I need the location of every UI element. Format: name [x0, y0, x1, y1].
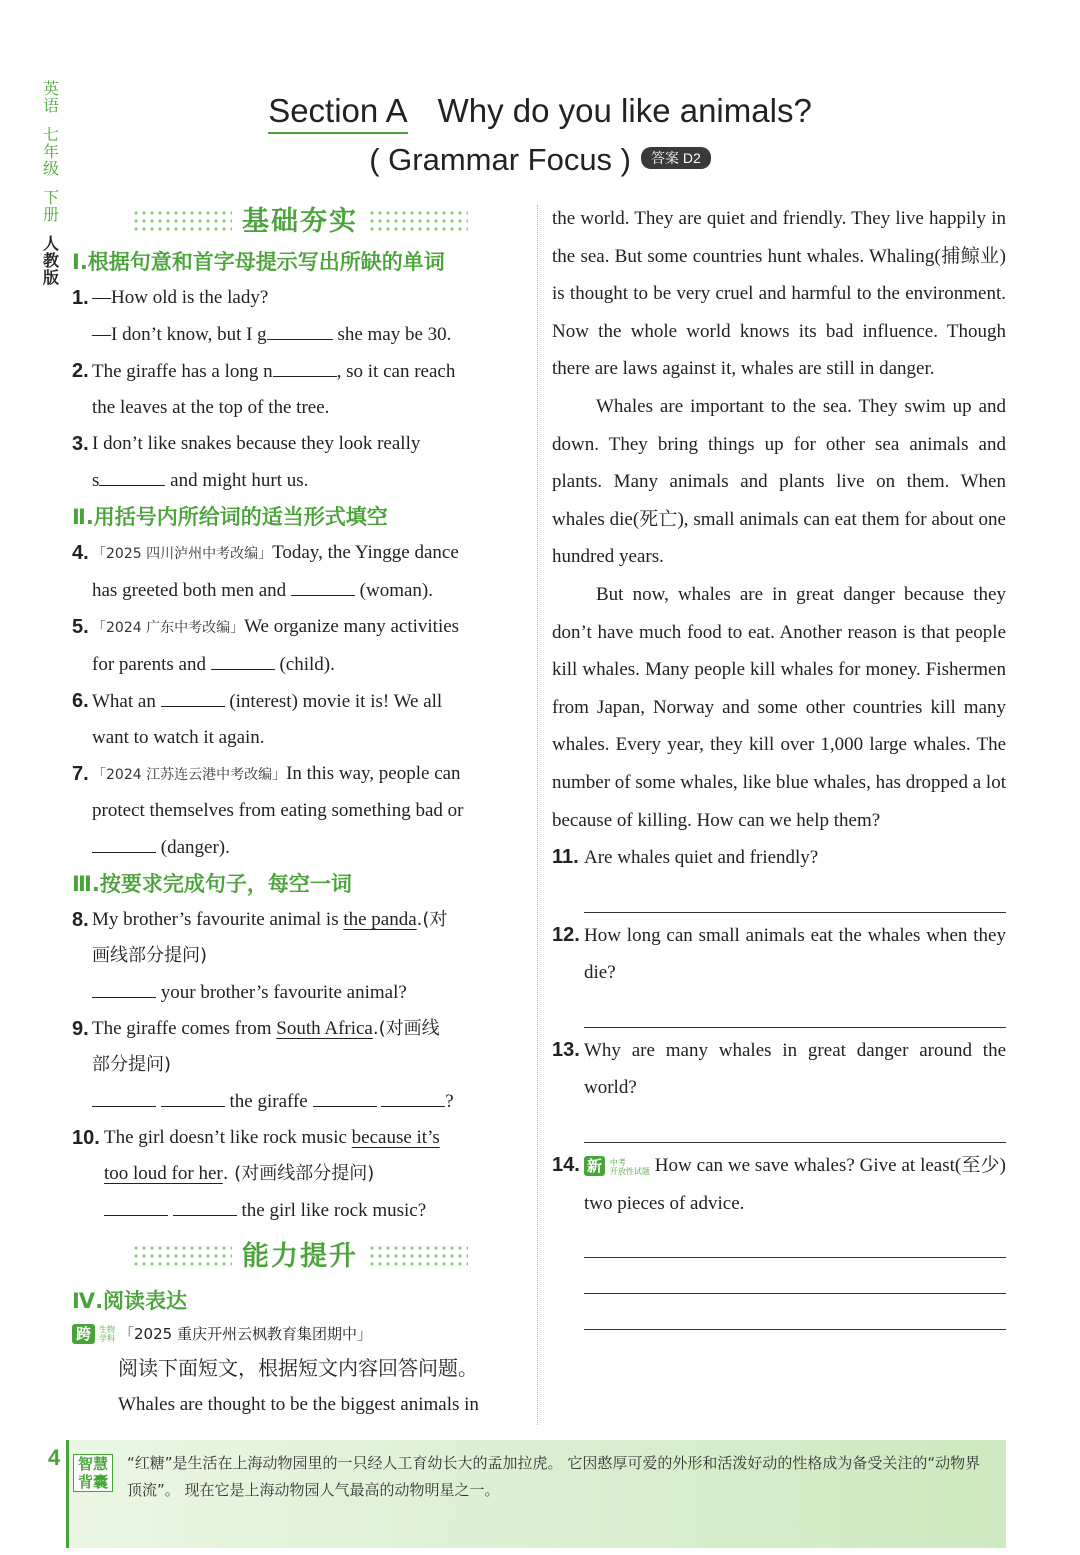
banner-advance-label: 能力提升	[242, 1241, 358, 1272]
question-2	[72, 353, 528, 426]
answer-blank[interactable]	[99, 462, 165, 486]
question-number: 4.	[72, 542, 89, 564]
side-grade: 七年级	[42, 125, 59, 178]
question-11	[552, 839, 1006, 877]
page-title	[0, 92, 1080, 134]
q3-text-b: s	[92, 470, 100, 491]
unit-title: Why do you like animals?	[437, 92, 812, 129]
answer-blank[interactable]	[92, 974, 156, 998]
question-number: 1.	[72, 287, 89, 309]
side-publisher: 人教版	[42, 234, 59, 287]
q9-text-c: 部分提问)	[92, 1054, 172, 1075]
banner-advance	[72, 1235, 528, 1279]
q9-text-e: ?	[445, 1091, 454, 1112]
question-number: 5.	[72, 616, 89, 638]
part2-heading: Ⅱ.用括号内所给词的适当形式填空	[72, 505, 388, 529]
question-number: 9.	[72, 1018, 89, 1040]
section-label: Section A	[268, 92, 407, 134]
question-9	[72, 1011, 528, 1120]
badge-sub-2: 开放性试题	[609, 1166, 650, 1176]
wisdom-tag: 智慧背囊	[73, 1454, 113, 1492]
answer-blank[interactable]	[161, 683, 225, 707]
q1-line1: —How old is the lady?	[92, 287, 269, 308]
q2-text-a: The giraffe has a long n	[92, 361, 273, 382]
answer-badge: 答案 D2	[641, 147, 711, 169]
q4-text-b: has greeted both men and	[92, 580, 287, 601]
q8-text-c: 画线部分提问)	[92, 945, 208, 966]
q7-text-a: In this way, people can	[286, 763, 461, 784]
question-10	[72, 1120, 528, 1229]
q10-text-b: . (对画线部分提问)	[222, 1163, 375, 1184]
banner-basic-label: 基础夯实	[242, 206, 358, 237]
question-number: 2.	[72, 360, 89, 382]
question-number: 6.	[72, 690, 89, 712]
q10-text-a: The girl doesn’t like rock music	[104, 1127, 347, 1148]
q3-text-c: and might hurt us.	[170, 470, 309, 491]
question-number: 14.	[552, 1154, 580, 1177]
q4-text-c: (woman).	[359, 580, 433, 601]
q2-text-b: , so it can reach	[336, 361, 456, 382]
question-number: 12.	[552, 923, 580, 946]
side-volume: 下册	[42, 188, 59, 224]
q2-text-c: the leaves at the top of the tree.	[92, 397, 330, 418]
question-8	[72, 902, 528, 1011]
passage-start: Whales are thought to be the biggest animals in	[118, 1394, 479, 1415]
q3-text-a: I don’t like snakes because they look really	[92, 433, 421, 454]
question-number: 11.	[552, 846, 579, 869]
q1-line2b: she may be 30.	[337, 324, 452, 345]
answer-blank[interactable]	[104, 1192, 168, 1216]
q8-text-d: your brother’s favourite animal?	[160, 982, 407, 1003]
underlined-phrase: too loud for her	[104, 1163, 223, 1184]
reading-source: 「2025 重庆开州云枫教育集团期中」	[119, 1325, 372, 1343]
part3-heading: Ⅲ.按要求完成句子，每空一词	[72, 872, 352, 896]
question-number: 7.	[72, 763, 89, 785]
q4-text-a: Today, the Yingge dance	[272, 542, 459, 563]
question-source: 「2025 四川泸州中考改编」	[92, 546, 273, 562]
answer-blank[interactable]	[267, 316, 333, 340]
answer-blank[interactable]	[313, 1083, 377, 1107]
question-12	[552, 917, 1006, 992]
right-column	[552, 200, 1006, 1330]
new-question-sub	[610, 1158, 650, 1176]
passage-paragraph-3: But now, whales are in great danger because they don’t have much food to eat. Another reason is that people kill whales. Many people kill whales for money. Fishermen from Japan, Norway and some other countries kill many whales. Every year, they kill over 1,000 large whales. The number of some whales, like blue whales, has dropped a lot because of killing. How can we help them?	[552, 583, 1006, 831]
question-14	[552, 1147, 1006, 1222]
dots-decoration	[132, 209, 232, 235]
q5-text-c: (child).	[279, 654, 335, 675]
passage-paragraph-2: Whales are important to the sea. They swim up and down. They bring things up for other sea animals and plants. Many animals and plants live on them. When whales die(死亡), small animals can eat them for about one hundred years.	[552, 395, 1006, 568]
answer-line[interactable]	[584, 1294, 1006, 1330]
left-column	[72, 200, 528, 1423]
q9-text-d: the giraffe	[229, 1091, 308, 1112]
q6-text-b: (interest) movie it is! We all	[229, 691, 443, 712]
q1-line2a: —I don’t know, but I g	[92, 324, 267, 345]
q8-text-a: My brother’s favourite animal is	[92, 909, 339, 930]
cross-subject-badge: 跨	[72, 1324, 95, 1344]
answer-blank[interactable]	[291, 572, 355, 596]
answer-blank[interactable]	[92, 1083, 156, 1107]
cross-sub-1: 生物	[99, 1325, 116, 1334]
q7-text-b: protect themselves from eating something bad or	[92, 800, 464, 821]
q6-text-c: want to watch it again.	[92, 727, 265, 748]
cross-subject-sub	[99, 1325, 115, 1343]
passage-paragraph-1: the world. They are quiet and friendly. They live happily in the sea. But some countries hunt whales. Whaling(捕鲸业) is thought to be very cruel and harmful to the environment. Now the whole world knows its bad influence. Though there are laws against it, whales are still in danger.	[552, 208, 1006, 380]
question-3	[72, 426, 528, 499]
q5-text-b: for parents and	[92, 654, 206, 675]
side-subject: 英语	[42, 79, 59, 115]
question-number: 8.	[72, 909, 89, 931]
underlined-phrase: because it’s	[351, 1127, 440, 1148]
wisdom-footer	[66, 1440, 1006, 1548]
answer-line[interactable]	[584, 1258, 1006, 1294]
reading-source-row	[72, 1319, 528, 1349]
question-13	[552, 1032, 1006, 1107]
question-number: 13.	[552, 1038, 580, 1061]
answer-blank[interactable]	[173, 1192, 237, 1216]
answer-line[interactable]	[584, 1107, 1006, 1143]
answer-line[interactable]	[584, 1222, 1006, 1258]
q12-text: How long can small animals eat the whales when they die?	[584, 924, 1006, 984]
q11-text: Are whales quiet and friendly?	[584, 847, 819, 869]
answer-blank[interactable]	[161, 1083, 225, 1107]
question-6	[72, 683, 528, 756]
question-number: 10.	[72, 1127, 100, 1149]
part1-heading: Ⅰ.根据句意和首字母提示写出所缺的单词	[72, 250, 445, 274]
q14-text: How can we save whales? Give at least(至少) two pieces of advice.	[584, 1155, 1006, 1214]
question-1	[72, 280, 528, 353]
answer-line[interactable]	[584, 877, 1006, 913]
q13-text: Why are many whales in great danger around the world?	[584, 1039, 1006, 1099]
answer-blank[interactable]	[381, 1083, 445, 1107]
underlined-phrase: the panda	[343, 909, 417, 930]
page-number: 4	[48, 1445, 61, 1470]
question-5	[72, 609, 528, 683]
q5-text-a: We organize many activities	[244, 616, 460, 637]
dots-decoration	[368, 209, 468, 235]
cross-sub-2: 学科	[99, 1334, 116, 1343]
page-subtitle	[0, 142, 1080, 178]
q7-text-c: (danger).	[160, 837, 230, 858]
answer-blank[interactable]	[273, 353, 337, 377]
q9-text-b: .(对画线	[372, 1018, 440, 1039]
question-number: 3.	[72, 433, 89, 455]
dots-decoration	[368, 1244, 468, 1270]
answer-blank[interactable]	[92, 829, 156, 853]
wisdom-text: “红糖”是生活在上海动物园里的一只经人工育幼长大的孟加拉虎。 它因憨厚可爱的外形和活泼好动的性格成为备受关注的“动物界顶流”。 现在它是上海动物园人气最高的动物明星之一。	[127, 1454, 981, 1499]
question-4	[72, 535, 528, 609]
answer-line[interactable]	[584, 992, 1006, 1028]
question-7	[72, 756, 528, 866]
question-source: 「2024 江苏连云港中考改编」	[92, 767, 287, 783]
part4-heading: Ⅳ.阅读表达	[72, 1289, 188, 1313]
question-source: 「2024 广东中考改编」	[92, 620, 245, 636]
column-divider	[537, 205, 538, 1425]
q8-text-b: .(对	[416, 909, 448, 930]
banner-basic	[72, 200, 528, 244]
q6-text-a: What an	[92, 691, 156, 712]
subtitle-text: ( Grammar Focus )	[369, 142, 631, 177]
new-question-badge: 新	[584, 1156, 605, 1176]
answer-blank[interactable]	[211, 646, 275, 670]
q10-text-d: the girl like rock music?	[241, 1200, 427, 1221]
reading-instruction: 阅读下面短文，根据短文内容回答问题。	[118, 1356, 478, 1380]
dots-decoration	[132, 1244, 232, 1270]
q9-text-a: The giraffe comes from	[92, 1018, 272, 1039]
underlined-phrase: South Africa	[276, 1018, 373, 1039]
badge-sub-1: 中考	[609, 1157, 626, 1167]
